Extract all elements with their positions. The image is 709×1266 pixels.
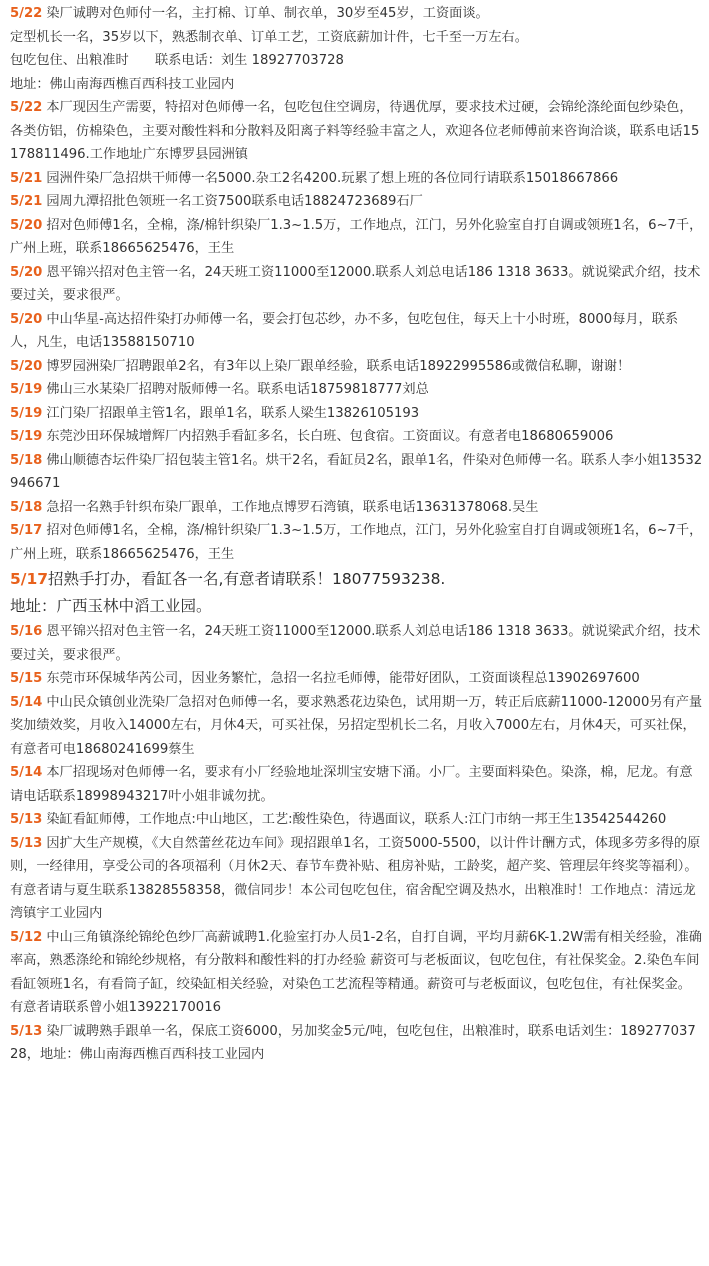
job-post (10, 1020, 703, 1067)
job-post (10, 449, 703, 496)
post-text: 包吃包住、出粮准时 联系电话：刘生 18927703728 (10, 53, 344, 68)
job-post-line (10, 261, 703, 308)
post-text: 园周九潭招批色领班一名工资7500联系电话18824723689石厂 (46, 194, 423, 209)
post-date: 5/20 (10, 358, 43, 374)
post-text: 地址：佛山南海西樵百西科技工业园内 (10, 76, 235, 92)
post-text: 江门染厂招跟单主管1名，跟单1名，联系人梁生13826105193 (46, 405, 420, 421)
post-date: 5/13 (10, 835, 43, 851)
job-post (10, 402, 703, 426)
job-post (10, 761, 703, 808)
job-post (10, 96, 703, 167)
post-date: 5/20 (10, 217, 43, 233)
job-post-line (10, 49, 703, 73)
job-post-line (10, 691, 703, 762)
post-text: 中山三角镇涤纶锦纶色纱厂高薪诚聘1.化验室打办人员1-2名，自打自调，平均月薪6K-1.2W需有相关经验，准确率高，熟悉涤纶和锦纶纱规格，有分散料和酸性料的打办经验 薪资可与老板面议，包吃包住，有社保奖金。2.染色车间看缸领班1名，有看筒子缸，绞染缸相关经验，对染色工艺流程等精通。薪资可与老板面议，包吃包住，有社保奖金。 有意者请联系曾小姐13922170016 (10, 929, 702, 1015)
job-post-line (10, 449, 703, 496)
post-text: 东莞沙田环保城增辉厂内招熟手看缸多名，长白班、包食宿。工资面议。有意者电18680659006 (46, 429, 614, 444)
job-post-line (10, 73, 703, 97)
post-date: 5/12 (10, 929, 43, 945)
post-text: 因扩大生产规模，《大自然蕾丝花边车间》现招跟单1名，工资5000-5500，以计件计酬方式，体现多劳多得的原则，一经律用，享受公司的各项福利（月休2天、春节车费补贴、租房补贴，工龄奖，超产奖、管理层年终奖等福利）。有意者请与夏生联系13828558358，微信同步！本公司包吃包住，宿舍配空调及热水，出粮准时！工作地点：清远龙湾镇宇工业园内 (10, 835, 701, 921)
post-date: 5/19 (10, 405, 43, 421)
job-post-line (10, 190, 703, 214)
job-post-line (10, 425, 703, 449)
job-post-line (10, 808, 703, 832)
post-text: 招对色师傅1名，全棉，涤/棉针织染厂1.3~1.5万，工作地点，江门，另外化验室自打自调或领班1名，6~7千，广州上班，联系18665625476，王生 (10, 523, 703, 562)
job-post (10, 496, 703, 520)
post-text: 佛山顺德杏坛件染厂招包装主管1名。烘干2名，看缸员2名，跟单1名，件染对色师傅一名。联系人李小姐13532946671 (10, 452, 703, 491)
post-date: 5/21 (10, 194, 43, 209)
post-date: 5/17 (10, 523, 43, 538)
post-text: 招对色师傅1名，全棉，涤/棉针织染厂1.3~1.5万，工作地点，江门，另外化验室自打自调或领班1名，6~7千，广州上班，联系18665625476，王生 (10, 217, 703, 256)
post-date: 5/19 (10, 382, 43, 397)
job-post-line (10, 593, 703, 620)
job-post-line (10, 355, 703, 379)
job-post (10, 667, 703, 691)
job-post-line (10, 1020, 703, 1067)
post-text: 急招一名熟手针织布染厂跟单，工作地点博罗石湾镇，联系电话13631378068.吴生 (46, 499, 539, 515)
job-post-line (10, 378, 703, 402)
job-post-line (10, 26, 703, 50)
post-text: 恩平锦兴招对色主管一名，24天班工资11000至12000.联系人刘总电话186 1318 3633。就说梁武介绍，技术要过关，要求很严。 (10, 624, 701, 663)
post-text: 本厂现因生产需要，特招对色师傅一名，包吃包住空调房，待遇优厚，要求技术过硬，会锦纶涤纶面包纱染色，各类仿铝，仿棉染色，主要对酸性料和分散料及阳离子料等经验丰富之人，欢迎各位老师傅前来咨询洽谈，联系电话15178811496.工作地址广东博罗县园洲镇 (10, 100, 700, 162)
post-date: 5/22 (10, 100, 43, 115)
job-post-line (10, 519, 703, 566)
post-date: 5/18 (10, 499, 43, 515)
job-post (10, 2, 703, 96)
job-post-line (10, 620, 703, 667)
post-date: 5/18 (10, 452, 43, 468)
post-date: 5/20 (10, 264, 43, 280)
post-date: 5/16 (10, 624, 43, 639)
job-post (10, 214, 703, 261)
job-post (10, 926, 703, 1020)
job-post (10, 620, 703, 667)
post-date: 5/22 (10, 6, 43, 21)
job-post-line (10, 761, 703, 808)
job-post-line (10, 214, 703, 261)
job-post (10, 519, 703, 566)
job-post (10, 832, 703, 926)
post-date: 5/17 (10, 570, 49, 588)
job-post (10, 566, 703, 620)
job-post (10, 691, 703, 762)
job-post-line (10, 308, 703, 355)
job-post-line (10, 167, 703, 191)
post-date: 5/21 (10, 170, 43, 186)
job-post (10, 808, 703, 832)
job-post (10, 308, 703, 355)
job-post (10, 167, 703, 191)
post-text: 佛山三水某染厂招聘对版师傅一名。联系电话18759818777刘总 (46, 382, 429, 397)
job-post-line (10, 832, 703, 926)
post-text: 园洲件染厂急招烘干师傅一名5000.杂工2名4200.玩累了想上班的各位同行请联系15018667866 (46, 170, 619, 186)
post-text: 中山民众镇创业洗染厂急招对色师傅一名，要求熟悉花边染色，试用期一万，转正后底薪11000-12000另有产量奖加绩效奖，月收入14000左右，月休4天，可买社保，另招定型机长二名，月收入7000左右，月休4天，可买社保，有意者可电18680241699蔡生 (10, 694, 703, 757)
job-post (10, 378, 703, 402)
job-post (10, 190, 703, 214)
job-post-line (10, 2, 703, 26)
post-date: 5/20 (10, 311, 43, 327)
job-post-line (10, 496, 703, 520)
job-post (10, 261, 703, 308)
post-text: 东莞市环保城华芮公司，因业务繁忙，急招一名拉毛师傅，能带好团队，工资面谈程总13902697600 (46, 671, 640, 686)
job-post (10, 425, 703, 449)
post-text: 恩平锦兴招对色主管一名，24天班工资11000至12000.联系人刘总电话186 1318 3633。就说梁武介绍，技术要过关，要求很严。 (10, 264, 701, 303)
job-post (10, 355, 703, 379)
post-text: 博罗园洲染厂招聘跟单2名，有3年以上染厂跟单经验，联系电话18922995586或微信私聊，谢谢！ (46, 358, 631, 374)
post-date: 5/13 (10, 812, 43, 827)
post-text: 定型机长一名，35岁以下，熟悉制衣单、订单工艺，工资底薪加计件，七千至一万左右。 (10, 29, 528, 45)
job-post-line (10, 667, 703, 691)
job-post-line (10, 926, 703, 1020)
post-text: 染厂诚聘熟手跟单一名，保底工资6000，另加奖金5元/吨，包吃包住，出粮准时，联系电话刘生：18927703728，地址：佛山南海西樵百西科技工业园内 (10, 1023, 696, 1062)
job-post-line (10, 96, 703, 167)
post-text: 招熟手打办，看缸各一名,有意者请联系！18077593238. (48, 570, 446, 588)
post-date: 5/15 (10, 671, 43, 686)
post-text: 染缸看缸师傅，工作地点:中山地区，工艺:酸性染色，待遇面议，联系人:江门市纳一邦王生13542544260 (46, 812, 667, 827)
post-text: 地址：广西玉林中滔工业园。 (10, 597, 212, 615)
post-date: 5/13 (10, 1023, 43, 1039)
post-text: 中山华星-高达招件染打办师傅一名，要会打包芯纱，办不多，包吃包住，每天上十小时班，8000每月，联系人，凡生，电话13588150710 (10, 311, 679, 350)
post-date: 5/14 (10, 765, 43, 780)
post-text: 本厂招现场对色师傅一名，要求有小厂经验地址深圳宝安塘下涌。小厂。主要面料染色。染涤，棉，尼龙。有意请电话联系18998943217叶小姐非诚勿扰。 (10, 765, 693, 804)
post-text: 染厂诚聘对色师付一名，主打棉、订单、制衣单，30岁至45岁，工资面谈。 (46, 6, 489, 21)
job-post-line (10, 402, 703, 426)
post-date: 5/14 (10, 694, 43, 710)
post-date: 5/19 (10, 429, 43, 444)
job-post-line (10, 566, 703, 593)
